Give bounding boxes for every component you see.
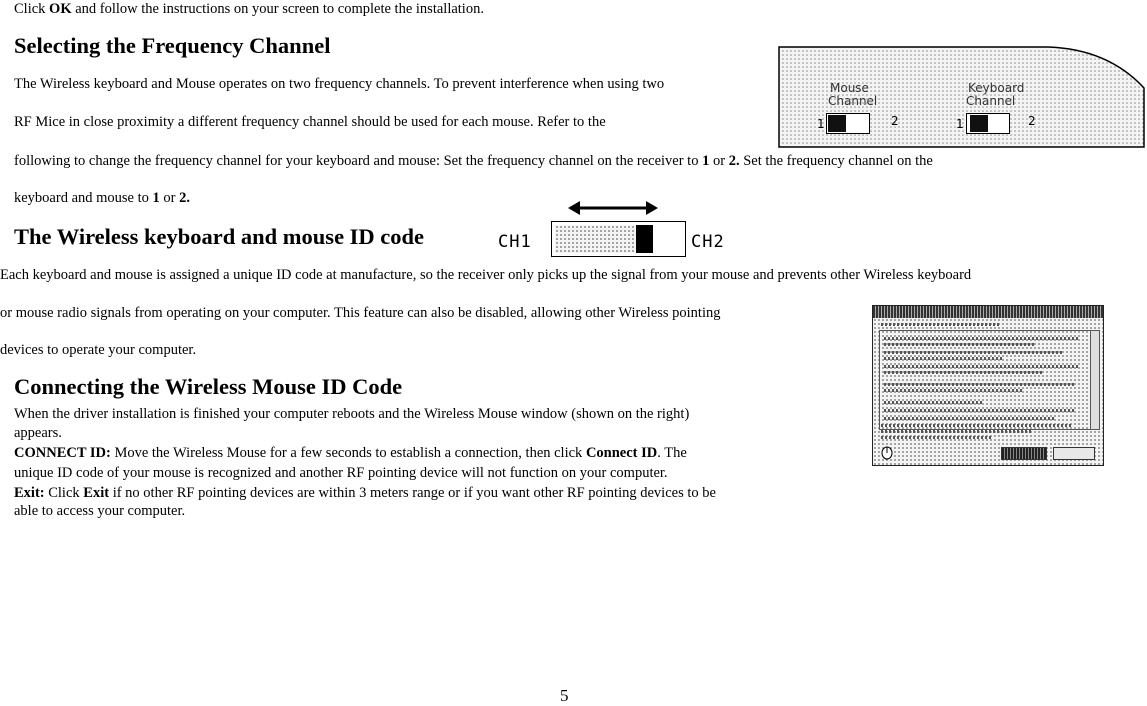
ok-bold: OK (49, 1, 72, 17)
connect-id-bold: Connect ID (585, 445, 658, 461)
connect-id-label: CONNECT ID: (14, 445, 111, 461)
text-span: Move the Wireless Mouse for a few seconds to establish a connection, then click (110, 445, 586, 461)
exit-bold: Exit (83, 485, 110, 501)
mouse-switch-num-2: 2 (891, 114, 899, 128)
dialog-scrollbar (1090, 330, 1100, 430)
connecting-heading: Connecting the Wireless Mouse ID Code (14, 374, 403, 399)
id-code-para-line2: or mouse radio signals from operating on your computer. This feature can also be disabled, allowing other Wireless pointing (0, 305, 721, 321)
frequency-para-line4 (14, 190, 190, 207)
dialog-exit-button (1053, 447, 1095, 460)
frequency-para-line3 (14, 153, 933, 170)
mouse-channel-label-1: Mouse (830, 81, 869, 95)
frequency-para-line1: The Wireless keyboard and Mouse operates on two frequency channels. To prevent interference when using two (14, 76, 665, 92)
dialog-text-line (884, 337, 1079, 340)
keyboard-channel-switch (966, 113, 1010, 134)
wireless-mouse-dialog-thumbnail (872, 305, 1104, 466)
double-arrow-icon (568, 199, 658, 217)
dialog-text-line (884, 383, 1074, 386)
frequency-heading: Selecting the Frequency Channel (14, 33, 331, 58)
keyboard-channel-label-2: Channel (966, 94, 1016, 108)
dialog-text-line (884, 409, 1074, 412)
connecting-para-line4: unique ID code of your mouse is recognized and another RF pointing device will not function on your computer. (14, 465, 668, 481)
bold-1: 1 (702, 153, 710, 169)
text-span: or (159, 190, 180, 206)
dialog-text-line (884, 389, 1024, 392)
dialog-text-line (884, 365, 1079, 368)
dialog-text-box (879, 330, 1091, 430)
switch-knob-icon (970, 115, 988, 132)
dialog-text-line (884, 343, 1034, 346)
mouse-switch-num-1: 1 (817, 117, 825, 131)
mouse-channel-label-2: Channel (828, 94, 878, 108)
text-span: following to change the frequency channel for your keyboard and mouse: Set the frequency channel on the receiver to (14, 153, 703, 169)
dialog-text-line (884, 417, 1054, 420)
dialog-text-line (881, 430, 1031, 433)
dialog-text-line (884, 351, 1064, 354)
id-code-para-line1: Each keyboard and mouse is assigned a unique ID code at manufacture, so the receiver only picks up the signal from your mouse and prevents other Wireless keyboard (0, 267, 972, 283)
dialog-text-line (881, 323, 1001, 326)
bold-2: 2. (728, 153, 740, 169)
text-span: Click (44, 485, 84, 501)
ch1-label: CH1 (498, 232, 532, 252)
dialog-text-line (881, 436, 991, 439)
switch-knob-icon (636, 225, 653, 253)
bold-1: 1 (152, 190, 160, 206)
exit-label: Exit: (14, 485, 45, 501)
intro-line (14, 1, 484, 18)
id-channel-switch (551, 221, 686, 257)
dialog-text-line (884, 357, 1004, 360)
ch2-label: CH2 (691, 232, 725, 252)
connect-id-line (14, 445, 687, 462)
text-span: . The (657, 445, 687, 461)
text-span: keyboard and mouse to (14, 190, 153, 206)
mouse-channel-switch (826, 113, 870, 134)
intro-text: Click (14, 1, 50, 17)
connecting-para-line1: When the driver installation is finished your computer reboots and the Wireless Mouse window (shown on the right) (14, 406, 690, 422)
page-number: 5 (560, 686, 569, 705)
keyboard-switch-num-2: 2 (1028, 114, 1036, 128)
id-code-para-line3: devices to operate your computer. (0, 342, 197, 358)
intro-text-end: and follow the instructions on your screen to complete the installation. (71, 1, 484, 17)
text-span: or (709, 153, 729, 169)
dialog-text-line (884, 371, 1044, 374)
dialog-text-line (884, 401, 984, 404)
frequency-para-line2: RF Mice in close proximity a different frequency channel should be used for each mouse. Refer to the (14, 114, 606, 130)
switch-knob-icon (828, 115, 846, 132)
dialog-title-bar (873, 306, 1103, 318)
exit-line (14, 485, 716, 502)
keyboard-channel-label-1: Keyboard (968, 81, 1025, 95)
bold-2: 2. (179, 190, 190, 206)
keyboard-switch-num-1: 1 (956, 117, 964, 131)
text-span: Set the frequency channel on the (739, 153, 933, 169)
connecting-para-line2: appears. (14, 425, 62, 441)
connecting-para-line6: able to access your computer. (14, 503, 186, 519)
dialog-connect-button (1001, 447, 1047, 460)
id-code-heading: The Wireless keyboard and mouse ID code (14, 224, 425, 249)
mouse-icon (879, 444, 895, 460)
channel-switch-figure (778, 46, 1145, 148)
text-span: if no other RF pointing devices are within 3 meters range or if you want other RF pointing devices to be (109, 485, 716, 501)
dialog-text-line (881, 424, 1071, 427)
